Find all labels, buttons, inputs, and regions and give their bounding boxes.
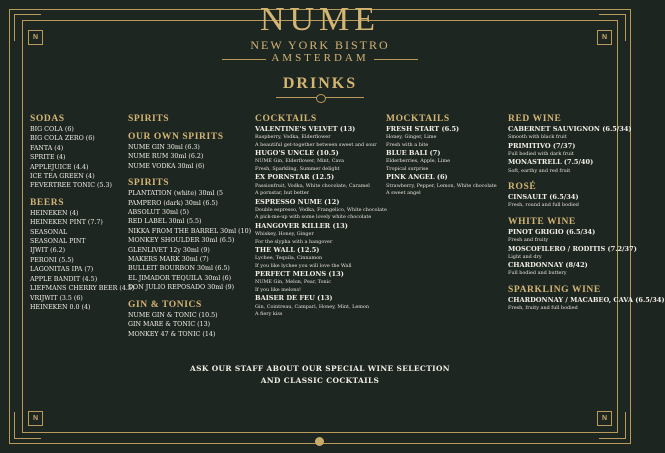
- menu-item-description: Fresh, Sparkling, Summer delight: [255, 165, 340, 172]
- menu-item-description: If you like melons!: [255, 286, 301, 293]
- menu-item-name: FRESH START (6.5): [386, 125, 460, 133]
- menu-item: LAGONITAS IPA (7): [30, 266, 94, 274]
- footer-note: [0, 363, 640, 387]
- menu-item-description: A beautiful get-together between sweet and sour: [255, 141, 377, 148]
- menu-item-description: Strawberry, Pepper, Lemon, White chocolate: [386, 182, 497, 189]
- menu-item-description: Fresh and fruity: [508, 237, 549, 244]
- corner-n-mark: N: [597, 411, 612, 426]
- menu-item: APPLEJUICE (4.4): [30, 163, 89, 171]
- menu-item: NUME VODKA 30ml (6): [128, 162, 205, 170]
- menu-item-description: Whiskey, Honey, Ginger: [255, 231, 314, 238]
- menu-item: FANTA (4): [30, 144, 64, 152]
- menu-item-name: THE WALL (12.5): [255, 246, 320, 255]
- menu-item: BULLEIT BOURBON 30ml (6.5): [128, 265, 230, 273]
- menu-item-description: Smooth with black fruit: [508, 134, 567, 141]
- footer-line: AND CLASSIC COCKTAILS: [260, 376, 380, 385]
- menu-column-mocktails: [386, 114, 497, 198]
- section-heading: WHITE WINE: [508, 216, 576, 227]
- menu-item: GIN MARE & TONIC (13): [128, 321, 211, 329]
- menu-column-cocktails: [255, 114, 387, 319]
- menu-item: PAMPERO (dark) 30ml (6.5): [128, 199, 218, 207]
- section-heading: SODAS: [30, 114, 65, 124]
- menu-item-description: If you like lychee you will love the Wall: [255, 262, 352, 269]
- menu-item: PERONI (5.5): [30, 256, 74, 264]
- section-heading: SPIRITS: [128, 178, 170, 189]
- section-heading: MOCKTAILS: [386, 114, 450, 124]
- menu-item: SPRITE (4): [30, 154, 66, 162]
- menu-item-description: Full bodied and buttery: [508, 270, 567, 277]
- menu-item-description: Full bodied with dark fruit: [508, 150, 574, 157]
- menu-item-name: CABERNET SAUVIGNON (6.5/34): [508, 125, 632, 133]
- menu-item-description: Raspberry, Vodka, Elderflower: [255, 134, 331, 141]
- menu-item: IJWIT (6.2): [30, 247, 66, 255]
- menu-item-description: Fresh with a bite: [386, 141, 429, 148]
- section-heading: COCKTAILS: [255, 114, 317, 124]
- menu-item: NIKKA FROM THE BARREL 30ml (10): [128, 227, 252, 235]
- section-heading: GIN & TONICS: [128, 299, 202, 310]
- menu-item: BIG COLA ZERO (6): [30, 135, 95, 143]
- menu-item: SEASONAL: [30, 228, 68, 236]
- menu-item-name: HANGOVER KILLER (13): [255, 221, 348, 230]
- menu-item-description: A sweet angel: [386, 190, 421, 197]
- menu-item: HEINEKEN PINT (7.7): [30, 219, 103, 227]
- menu-item-description: Elderberries, Apple, Lime: [386, 158, 450, 165]
- menu-item: NUME GIN & TONIC (10.5): [128, 311, 218, 319]
- menu-item: DON JULIO REPOSADO 30ml (9): [128, 284, 235, 292]
- brand-city: AMSTERDAM: [271, 52, 369, 64]
- menu-item-description: Passionfruit, Vodka, White chocolate, Caramel: [255, 182, 370, 189]
- menu-item: BIG COLA (6): [30, 126, 74, 133]
- menu-item-name: PINK ANGEL (6): [386, 173, 448, 182]
- menu-column-wines: [508, 114, 665, 313]
- menu-item-description: Light and dry: [508, 253, 542, 260]
- menu-item-description: Honey, Ginger, Lime: [386, 134, 437, 141]
- menu-column-sodas-beers: [30, 114, 134, 312]
- menu-item-description: Tropical surprise: [386, 165, 429, 172]
- menu-item-description: A pornstar, but better: [255, 190, 309, 197]
- menu-item: MONKEY 47 & TONIC (14): [128, 330, 216, 338]
- menu-item-description: NUME Gin, Melon, Pear, Tonic: [255, 279, 332, 286]
- title-divider-ornament: [316, 94, 326, 103]
- corner-n-mark: N: [28, 30, 43, 45]
- menu-item-name: BAISER DE FEU (13): [255, 294, 333, 303]
- brand-subtitle: NEW YORK BISTRO: [250, 38, 390, 52]
- menu-item-description: A pick-me-up with some lovely white chocolate: [255, 214, 372, 221]
- menu-item: VRIJWIT (3.5 (6): [30, 294, 83, 302]
- menu-item-name: CHARDONNAY / MACABEO, CAVA (6.5/34): [508, 295, 665, 304]
- menu-item: RED LABEL 30ml (5.5): [128, 218, 202, 226]
- menu-item: ICE TEA GREEN (4): [30, 173, 95, 181]
- menu-item: HEINEKEN (4): [30, 209, 79, 217]
- menu-item-name: VALENTINE'S VELVET (13): [255, 125, 356, 133]
- menu-item-description: Double espresso, Vodka, Frangelico, White chocolate: [255, 206, 387, 213]
- menu-item-description: Fresh, round and full bodied: [508, 202, 579, 209]
- menu-item-description: Soft, earthy and red fruit: [508, 167, 571, 174]
- corner-n-mark: N: [597, 30, 612, 45]
- section-heading: RED WINE: [508, 114, 562, 124]
- menu-column-spirits: [128, 114, 251, 339]
- menu-item: MAKERS MARK 30ml (7): [128, 256, 209, 264]
- menu-item-name: ESPRESSO NUME (12): [255, 197, 340, 206]
- menu-item: LIEFMANS CHERRY BEER (4.5): [30, 285, 135, 293]
- menu-item-description: A fiery kiss: [255, 311, 283, 318]
- menu-item-name: PRIMITIVO (7/37): [508, 141, 576, 150]
- menu-item-description: Gin, Cointreau, Campari, Honey, Mint, Lemon: [255, 303, 369, 310]
- menu-item: SEASONAL PINT: [30, 238, 86, 246]
- menu-item: HEINEKEN 0.0 (4): [30, 303, 91, 311]
- menu-item: MONKEY SHOULDER 30ml (6.5): [128, 237, 235, 245]
- section-heading: OUR OWN SPIRITS: [128, 132, 224, 142]
- section-heading: SPIRITS: [128, 114, 170, 124]
- section-heading: SPARKLING WINE: [508, 284, 601, 295]
- menu-item: FEVERTREE TONIC (5.3): [30, 182, 112, 190]
- menu-item-name: CHARDONNAY (8/42): [508, 261, 588, 270]
- section-heading: BEERS: [30, 197, 65, 208]
- menu-item-name: HUGO'S UNCLE (10.5): [255, 149, 339, 158]
- menu-item: NUME RUM 30ml (6.2): [128, 153, 204, 161]
- menu-item-name: PERFECT MELONS (13): [255, 270, 344, 279]
- brand-logo: NUME: [259, 1, 381, 38]
- menu-item: PLANTATION (white) 30ml (5: [128, 190, 223, 198]
- menu-item: NUME GIN 30ml (6.3): [128, 144, 200, 151]
- menu-item-description: Lychee, Tequila, Cinnamon: [255, 255, 323, 262]
- bottom-ornament-dot: [315, 437, 324, 446]
- menu-item-name: MOSCOFILERO / RODITIS (7.2/37): [508, 244, 637, 253]
- menu-item: APPLE BANDIT (4.5): [30, 275, 98, 283]
- brand-rule-right: [374, 59, 418, 60]
- menu-item-description: NUME Gin, Elderflower, Mint, Cava: [255, 158, 345, 165]
- menu-item-name: EX PORNSTAR (12.5): [255, 173, 335, 182]
- menu-title: DRINKS: [282, 75, 358, 92]
- section-heading: ROSÉ: [508, 182, 537, 193]
- menu-item-name: BLUE BALI (7): [386, 149, 441, 158]
- menu-item: ABSOLUT 30ml (5): [128, 209, 189, 217]
- menu-item-name: MONASTRELL (7.5/40): [508, 158, 594, 167]
- corner-n-mark: N: [28, 411, 43, 426]
- menu-item-name: CINSAULT (6.5/34): [508, 193, 579, 202]
- menu-item-name: PINOT GRIGIO (6.5/34): [508, 227, 596, 236]
- menu-item: EL JIMADOR TEQUILA 30ml (6): [128, 274, 232, 282]
- menu-item-description: Fresh, fruity and full bodied: [508, 305, 578, 312]
- footer-line: ASK OUR STAFF ABOUT OUR SPECIAL WINE SELECTION: [190, 364, 450, 373]
- menu-item-description: For the slypha with a hangover: [255, 238, 333, 245]
- menu-item: GLENLIVET 12y 30ml (9): [128, 246, 210, 254]
